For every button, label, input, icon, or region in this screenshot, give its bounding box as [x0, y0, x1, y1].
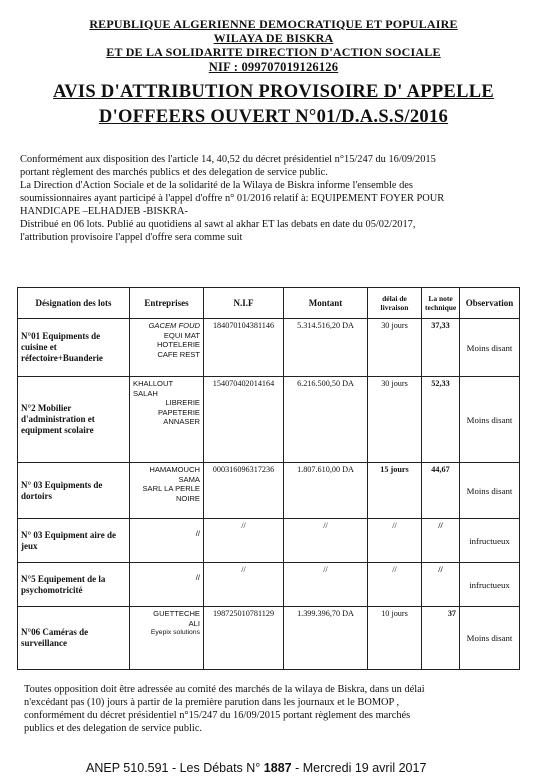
- lot-observation: Moins disant: [460, 319, 520, 377]
- header-nif: NIF : 099707019126126: [208, 60, 339, 74]
- attribution-table: [17, 287, 520, 670]
- col-header-entreprises: Entreprises: [130, 288, 204, 319]
- table-row: [18, 463, 520, 519]
- lot-nif: 184070104381146: [204, 319, 284, 377]
- closing-line: n'excédant pas (10) jours à partir de la première parution dans les journaux et le BOMOP ,: [24, 697, 400, 708]
- closing-paragraph: [24, 683, 425, 735]
- intro-line: Distribué en 06 lots. Publié au quotidiens al sawt al akhar ET las debats en date du 05/02/2017,: [20, 219, 416, 230]
- table-row: [18, 377, 520, 463]
- intro-line: portant règlement des marchés publics et des delegation de service public.: [20, 167, 328, 178]
- footer-ref: ANEP 510.591 - Les Débats N°: [86, 761, 261, 775]
- lot-delai: 15 jours: [368, 463, 422, 519]
- lot-nif: 154070402014164: [204, 377, 284, 463]
- intro-line: HANDICAPE –ELHADJEB -BISKRA-: [20, 206, 188, 217]
- lot-note: 52,33: [422, 377, 460, 463]
- lot-designation: N° 03 Equipments de dortoirs: [18, 463, 130, 519]
- lot-note: 44,67: [422, 463, 460, 519]
- entreprise-line: SARL LA PERLE: [142, 484, 200, 493]
- entreprise-line: PAPETERIE: [157, 407, 200, 417]
- lot-designation: N°5 Equipement de la psychomotricité: [18, 563, 130, 607]
- entreprise-line: NOIRE: [175, 493, 200, 503]
- entreprise-line: ALI: [188, 618, 200, 628]
- lot-designation: N°2 Mobilier d'administration et equipment scolaire: [18, 377, 130, 463]
- lot-montant: //: [284, 563, 368, 607]
- lot-delai: 30 jours: [368, 319, 422, 377]
- lot-montant: 1.399.396,70 DA: [284, 607, 368, 670]
- col-header-note: La note technique: [422, 288, 460, 319]
- closing-line: publics et des delegation de service public.: [24, 723, 203, 734]
- table-row: [18, 607, 520, 670]
- lot-nif: //: [204, 519, 284, 563]
- lot-note: 37,33: [422, 319, 460, 377]
- lot-observation: Moins disant: [460, 607, 520, 670]
- lot-designation: N°01 Equipments de cuisine et réfectoire+Buanderie: [18, 319, 130, 377]
- lot-nif: 198725010781129: [204, 607, 284, 670]
- publication-footer: [86, 761, 426, 775]
- header-direction: ET DE LA SOLIDARITE DIRECTION D'ACTION SOCIALE: [106, 45, 441, 59]
- entreprise-line: HOTELERIE: [156, 340, 200, 349]
- entreprise-line: Eyepix solutions: [150, 629, 200, 636]
- lot-note: //: [422, 519, 460, 563]
- lot-designation: N°06 Caméras de surveillance: [18, 607, 130, 670]
- entreprise-line: EQUI MAT: [163, 330, 200, 340]
- notice-title-line2: D'OFFEERS OUVERT N°01/D.A.S.S/2016: [98, 107, 449, 127]
- col-header-designation: Désignation des lots: [18, 288, 130, 319]
- lot-delai: 10 jours: [368, 607, 422, 670]
- lot-observation: Moins disant: [460, 463, 520, 519]
- lot-entreprise: [130, 607, 204, 670]
- entreprise-line: CAFE REST: [157, 349, 200, 359]
- entreprise-line: LIBRERIE: [165, 398, 200, 407]
- lot-observation: infructueux: [460, 563, 520, 607]
- lot-delai: 30 jours: [368, 377, 422, 463]
- lot-note: 37: [422, 607, 460, 670]
- header-wilaya: WILAYA DE BISKRA: [213, 31, 334, 45]
- lot-nif: 000316096317236: [204, 463, 284, 519]
- intro-paragraph: [20, 153, 444, 244]
- intro-line: La Direction d'Action Sociale et de la solidarité de la Wilaya de Biskra informe l'ensemble des: [20, 180, 413, 191]
- lot-entreprise: [130, 463, 204, 519]
- lot-designation: N° 03 Equipment aire de jeux: [18, 519, 130, 563]
- lot-delai: //: [368, 563, 422, 607]
- intro-line: Conformément aux disposition des l'article 14, 40,52 du décret présidentiel n°15/247 du 16/09/2015: [20, 154, 436, 165]
- header-republic: REPUBLIQUE ALGERIENNE DEMOCRATIQUE ET POPULAIRE: [89, 17, 458, 31]
- lot-entreprise: [130, 519, 204, 563]
- lot-note: //: [422, 563, 460, 607]
- footer-date: - Mercredi 19 avril 2017: [295, 761, 427, 775]
- entreprise-line: KHALLOUT: [133, 379, 174, 388]
- col-header-nif: N.I.F: [204, 288, 284, 319]
- lot-montant: //: [284, 519, 368, 563]
- col-header-observation: Observation: [460, 288, 520, 319]
- intro-line: soumissionnaires ayant participé à l'appel d'offre n° 01/2016 relatif à: EQUIPEMENT FOYER POUR: [20, 193, 445, 204]
- entreprise-line: //: [195, 573, 200, 582]
- intro-line: l'attribution provisoire l'appel d'offre sera comme suit: [20, 232, 243, 243]
- entreprise-line: GACEM FOUD: [148, 321, 200, 330]
- col-header-montant: Montant: [284, 288, 368, 319]
- table-row: [18, 563, 520, 607]
- notice-title-line1: AVIS D'ATTRIBUTION PROVISOIRE D' APPELLE: [52, 82, 495, 102]
- lot-montant: 1.807.610,00 DA: [284, 463, 368, 519]
- entreprise-line: //: [195, 529, 200, 538]
- table-header-row: [18, 288, 520, 319]
- entreprise-line: SALAH: [133, 388, 158, 398]
- table-row: [18, 319, 520, 377]
- entreprise-line: GUETTECHE: [153, 609, 200, 618]
- lot-entreprise: [130, 377, 204, 463]
- entreprise-line: ANNASER: [163, 417, 200, 426]
- table-row: [18, 519, 520, 563]
- lot-montant: 6.216.500,50 DA: [284, 377, 368, 463]
- lot-observation: Moins disant: [460, 377, 520, 463]
- lot-entreprise: [130, 563, 204, 607]
- col-header-delai: délai de livraison: [368, 288, 422, 319]
- entreprise-line: HAMAMOUCH: [149, 465, 200, 474]
- lot-observation: infructueux: [460, 519, 520, 563]
- lot-delai: //: [368, 519, 422, 563]
- lot-nif: //: [204, 563, 284, 607]
- lot-montant: 5.314.516,20 DA: [284, 319, 368, 377]
- lot-entreprise: [130, 319, 204, 377]
- closing-line: conformément du décret présidentiel n°15/247 du 16/09/2015 portant règlement des marchés: [24, 710, 411, 721]
- footer-issue: 1887: [263, 761, 292, 775]
- closing-line: Toutes opposition doit être adressée au comité des marchés de la wilaya de Biskra, dans un délai: [24, 684, 425, 695]
- entreprise-line: SAMA: [178, 474, 200, 484]
